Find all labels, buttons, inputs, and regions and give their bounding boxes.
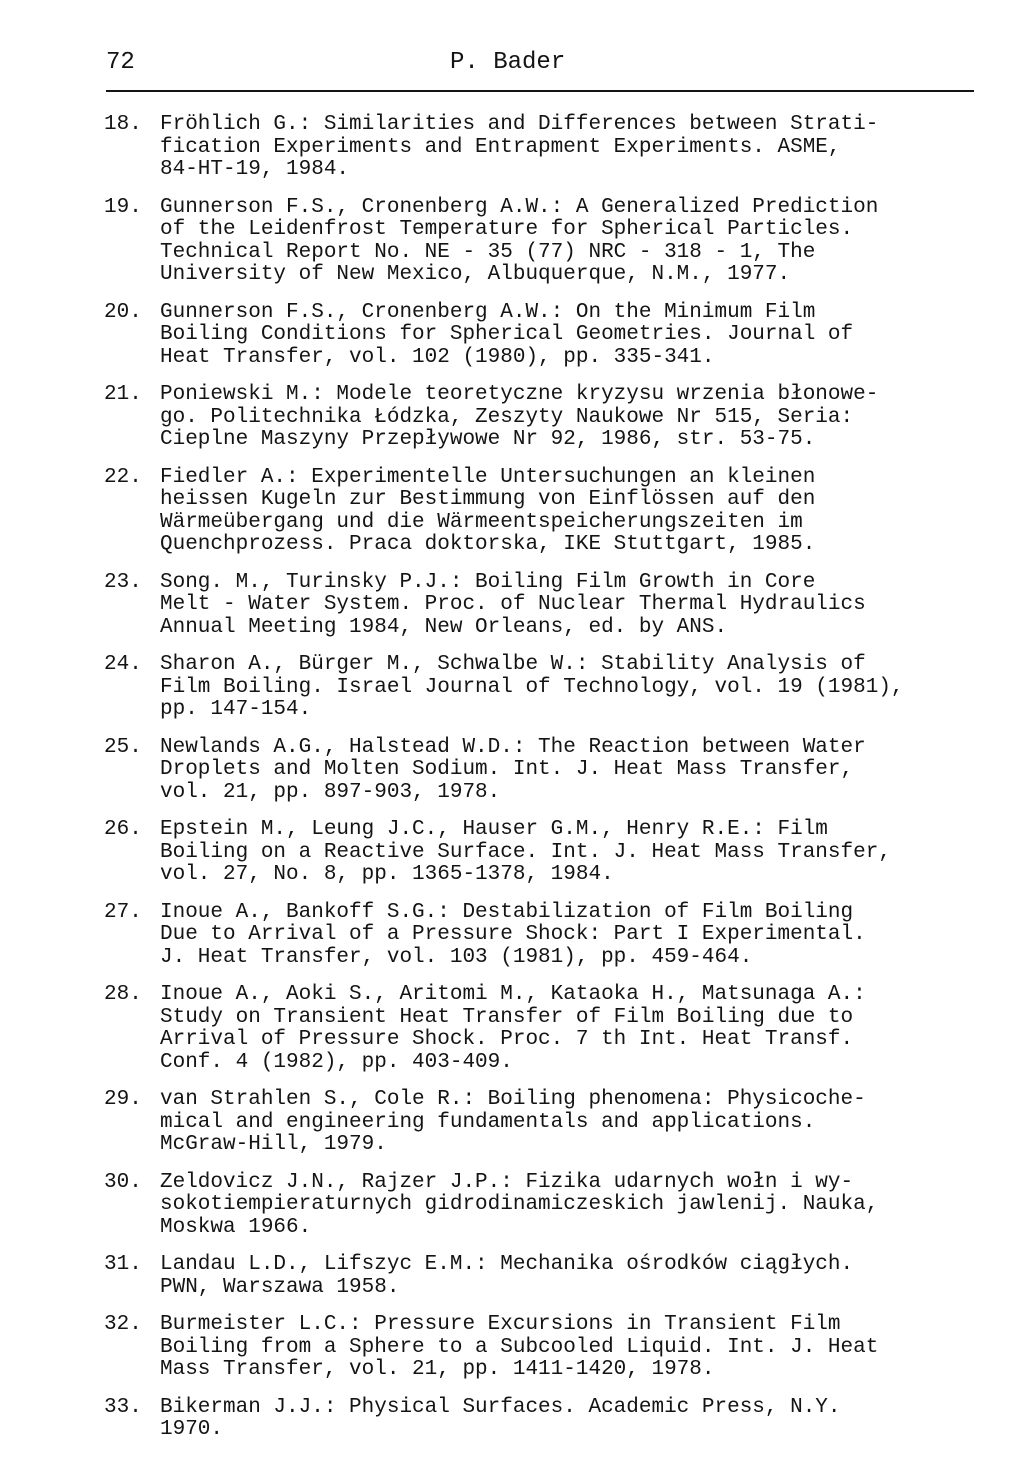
reference-entry	[104, 572, 984, 640]
reference-text-line: pp. 147-154.	[160, 698, 312, 721]
reference-text-line: go. Politechnika Łódzka, Zeszyty Naukowe Nr 515, Seria:	[160, 405, 854, 429]
reference-text-line: Melt - Water System. Proc. of Nuclear Thermal Hydraulics	[160, 593, 866, 616]
reference-entry	[104, 1254, 984, 1299]
page-header	[106, 50, 974, 92]
reference-text-line: 1970.	[160, 1418, 224, 1441]
reference-text-line: Droplets and Molten Sodium. Int. J. Heat Mass Transfer,	[160, 758, 854, 781]
reference-text-line: Conf. 4 (1982), pp. 403-409.	[160, 1050, 513, 1074]
reference-text-line: Epstein M., Leung J.C., Hauser G.M., Henry R.E.: Film	[160, 818, 828, 841]
reference-text-line: heissen Kugeln zur Bestimmung von Einflössen auf den	[160, 488, 816, 511]
reference-text-line: Quenchprozess. Praca doktorska, IKE Stuttgart, 1985.	[160, 533, 816, 556]
reference-text-line: Sharon A., Bürger M., Schwalbe W.: Stability Analysis of	[160, 653, 866, 676]
reference-text-line: Fiedler A.: Experimentelle Untersuchungen an kleinen	[160, 465, 816, 489]
reference-text-line: mical and engineering fundamentals and applications.	[160, 1110, 816, 1134]
reference-text-line: Inoue A., Bankoff S.G.: Destabilization of Film Boiling	[160, 900, 854, 924]
reference-number: 26.	[104, 818, 142, 841]
reference-entry	[104, 737, 984, 805]
reference-text-line: Burmeister L.C.: Pressure Excursions in Transient Film	[160, 1313, 841, 1336]
reference-text-line: fication Experiments and Entrapment Experiments. ASME,	[160, 135, 841, 159]
reference-text-line: Cieplne Maszyny Przepływowe Nr 92, 1986, str. 53-75.	[160, 428, 816, 451]
reference-text-line: Mass Transfer, vol. 21, pp. 1411-1420, 1978.	[160, 1358, 715, 1381]
reference-number: 30.	[104, 1170, 142, 1194]
reference-text-line: Annual Meeting 1984, New Orleans, ed. by ANS.	[160, 615, 728, 639]
reference-entry	[104, 114, 984, 182]
reference-text-line: Landau L.D., Lifszyc E.M.: Mechanika ośrodków ciągłych.	[160, 1253, 854, 1276]
reference-number: 31.	[104, 1253, 142, 1276]
reference-text-line: Boiling on a Reactive Surface. Int. J. Heat Mass Transfer,	[160, 840, 891, 864]
reference-number: 33.	[104, 1395, 142, 1419]
reference-text-line: Gunnerson F.S., Cronenberg A.W.: A Generalized Prediction	[160, 195, 879, 219]
reference-entry	[104, 902, 984, 970]
reference-text-line: Study on Transient Heat Transfer of Film Boiling due to	[160, 1005, 854, 1029]
reference-text-line: of the Leidenfrost Temperature for Spherical Particles.	[160, 218, 854, 241]
reference-text-line: vol. 27, No. 8, pp. 1365-1378, 1984.	[160, 863, 614, 886]
reference-text-line: Due to Arrival of a Pressure Shock: Part I Experimental.	[160, 923, 866, 946]
reference-text-line: Poniewski M.: Modele teoretyczne kryzysu wrzenia błonowe-	[160, 383, 879, 406]
reference-number: 21.	[104, 383, 142, 406]
reference-text-line: Technical Report No. NE - 35 (77) NRC - 318 - 1, The	[160, 240, 816, 264]
reference-entry	[104, 819, 984, 887]
reference-number: 27.	[104, 900, 142, 924]
reference-entry	[104, 197, 984, 287]
reference-text-line: Film Boiling. Israel Journal of Technology, vol. 19 (1981),	[160, 675, 904, 699]
reference-text-line: Boiling Conditions for Spherical Geometries. Journal of	[160, 323, 854, 346]
reference-number: 29.	[104, 1088, 142, 1111]
reference-number: 24.	[104, 653, 142, 676]
reference-number: 25.	[104, 735, 142, 759]
reference-text-line: University of New Mexico, Albuquerque, N.M., 1977.	[160, 263, 791, 286]
running-head-author: P. Bader	[450, 49, 566, 76]
reference-text-line: Wärmeübergang und die Wärmeentspeicherungszeiten im	[160, 510, 803, 534]
reference-number: 22.	[104, 465, 142, 489]
reference-entry	[104, 984, 984, 1074]
reference-text-line: Arrival of Pressure Shock. Proc. 7 th Int. Heat Transf.	[160, 1028, 854, 1051]
reference-number: 28.	[104, 983, 142, 1006]
reference-text-line: 84-HT-19, 1984.	[160, 158, 350, 181]
reference-text-line: Bikerman J.J.: Physical Surfaces. Academic Press, N.Y.	[160, 1395, 841, 1419]
reference-text-line: Newlands A.G., Halstead W.D.: The Reaction between Water	[160, 735, 866, 759]
reference-number: 19.	[104, 195, 142, 219]
reference-text-line: Heat Transfer, vol. 102 (1980), pp. 335-341.	[160, 345, 715, 369]
reference-text-line: Boiling from a Sphere to a Subcooled Liquid. Int. J. Heat	[160, 1335, 879, 1359]
reference-text-line: Moskwa 1966.	[160, 1215, 312, 1239]
reference-entry	[104, 302, 984, 370]
reference-entry	[104, 384, 984, 452]
reference-entry	[104, 1397, 984, 1442]
reference-text-line: Fröhlich G.: Similarities and Differences between Strati-	[160, 113, 879, 136]
reference-entry	[104, 1172, 984, 1240]
reference-entry	[104, 654, 984, 722]
reference-number: 20.	[104, 300, 142, 324]
reference-text-line: J. Heat Transfer, vol. 103 (1981), pp. 459-464.	[160, 945, 753, 969]
page-number: 72	[106, 49, 135, 76]
reference-text-line: Inoue A., Aoki S., Aritomi M., Kataoka H., Matsunaga A.:	[160, 983, 866, 1006]
reference-number: 18.	[104, 113, 142, 136]
reference-text-line: McGraw-Hill, 1979.	[160, 1133, 387, 1156]
reference-text-line: PWN, Warszawa 1958.	[160, 1275, 400, 1299]
reference-number: 32.	[104, 1313, 142, 1336]
reference-text-line: van Strahlen S., Cole R.: Boiling phenomena: Physicoche-	[160, 1088, 866, 1111]
reference-text-line: sokotiempieraturnych gidrodinamiczeskich jawlenij. Nauka,	[160, 1193, 879, 1216]
reference-text-line: Song. M., Turinsky P.J.: Boiling Film Growth in Core	[160, 570, 816, 594]
reference-number: 23.	[104, 570, 142, 594]
reference-entry	[104, 1089, 984, 1157]
reference-text-line: vol. 21, pp. 897-903, 1978.	[160, 780, 501, 804]
reference-entry	[104, 1314, 984, 1382]
reference-text-line: Zeldovicz J.N., Rajzer J.P.: Fizika udarnych wołn i wy-	[160, 1170, 854, 1194]
reference-text-line: Gunnerson F.S., Cronenberg A.W.: On the Minimum Film	[160, 300, 816, 324]
reference-list	[104, 114, 984, 1457]
reference-entry	[104, 467, 984, 557]
